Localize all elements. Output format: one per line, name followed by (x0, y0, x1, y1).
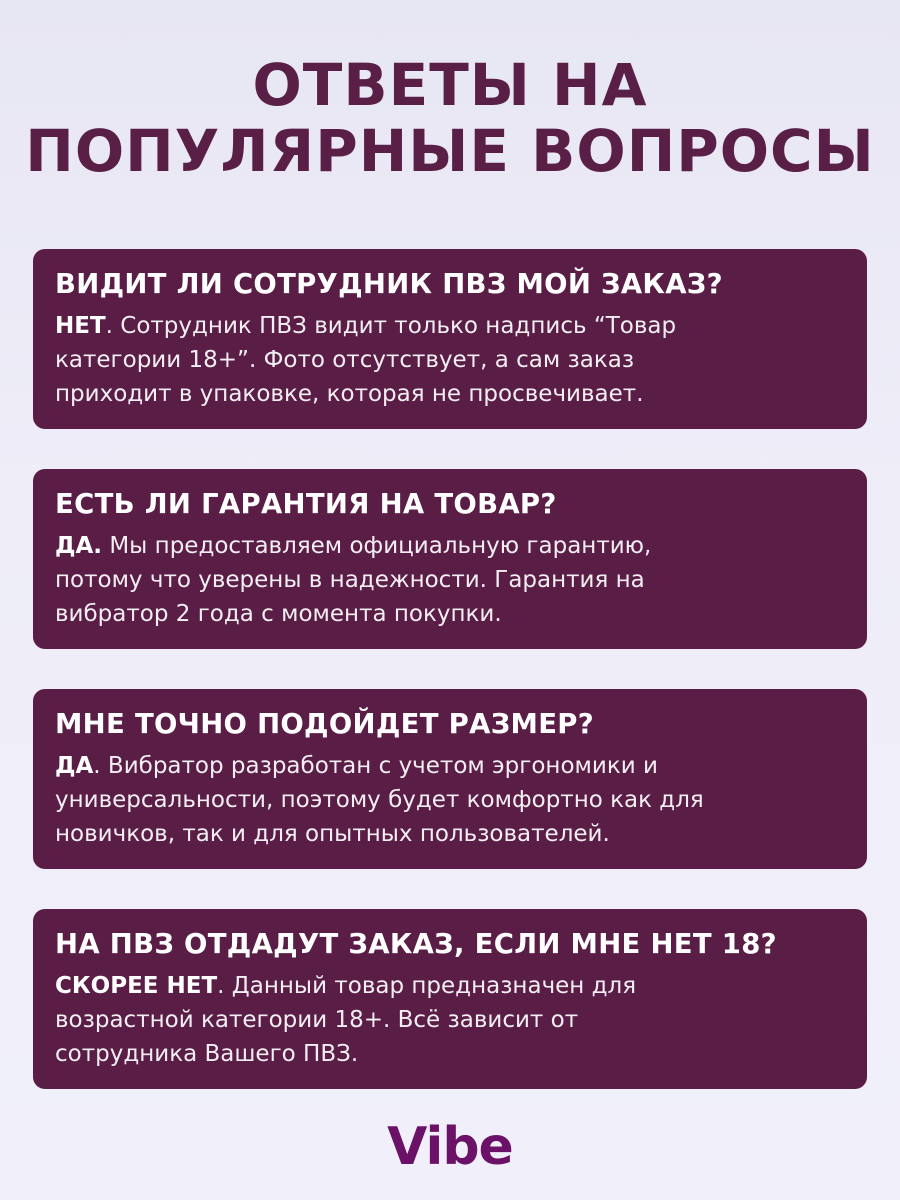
faq-answer (55, 969, 845, 1071)
faq-card-order-visibility (33, 249, 867, 429)
faq-question: НА ПВЗ ОТДАДУТ ЗАКАЗ, ЕСЛИ МНЕ НЕТ 18? (55, 928, 777, 960)
faq-answer-line: приходит в упаковке, которая не просвечивает. (55, 381, 644, 407)
faq-answer-line: сотрудника Вашего ПВЗ. (55, 1041, 359, 1067)
faq-answer-line: категории 18+”. Фото отсутствует, а сам заказ (55, 347, 635, 373)
faq-card-warranty (33, 469, 867, 649)
faq-answer-verdict: ДА. (55, 533, 103, 559)
faq-question: МНЕ ТОЧНО ПОДОЙДЕТ РАЗМЕР? (55, 708, 594, 740)
faq-answer-text: . Данный товар предназначен для (217, 973, 637, 999)
faq-answer-text: . Сотрудник ПВЗ видит только надпись “Товар (105, 313, 677, 339)
page-title-line-1: ОТВЕТЫ НА (252, 51, 648, 119)
faq-answer-line: вибратор 2 года с момента покупки. (55, 601, 502, 627)
faq-question: ЕСТЬ ЛИ ГАРАНТИЯ НА ТОВАР? (55, 488, 557, 520)
brand-logo: Vibe (387, 1117, 513, 1177)
faq-answer-verdict: НЕТ (55, 313, 106, 339)
faq-answer-verdict: ДА (55, 753, 94, 779)
faq-question: ВИДИТ ЛИ СОТРУДНИК ПВЗ МОЙ ЗАКАЗ? (55, 268, 723, 300)
faq-answer (55, 309, 845, 411)
faq-answer-line (55, 969, 845, 1003)
faq-card-age-limit (33, 909, 867, 1089)
faq-answer-verdict: СКОРЕЕ НЕТ (55, 973, 218, 999)
page-title (0, 52, 900, 184)
faq-answer-line: возрастной категории 18+. Всё зависит от (55, 1007, 579, 1033)
faq-answer-line (55, 529, 845, 563)
faq-answer-line: новичков, так и для опытных пользователей. (55, 821, 610, 847)
faq-answer-line: потому что уверены в надежности. Гарантия на (55, 567, 645, 593)
faq-card-size (33, 689, 867, 869)
faq-answer-line: универсальности, поэтому будет комфортно как для (55, 787, 704, 813)
faq-answer-text: . Вибратор разработан с учетом эргономики и (93, 753, 658, 779)
page-title-line-2: ПОПУЛЯРНЫЕ ВОПРОСЫ (25, 117, 875, 185)
faq-answer-line (55, 309, 845, 343)
faq-answer-text: Мы предоставляем официальную гарантию, (102, 533, 652, 559)
faq-answer (55, 529, 845, 631)
faq-answer-line (55, 749, 845, 783)
faq-answer (55, 749, 845, 851)
